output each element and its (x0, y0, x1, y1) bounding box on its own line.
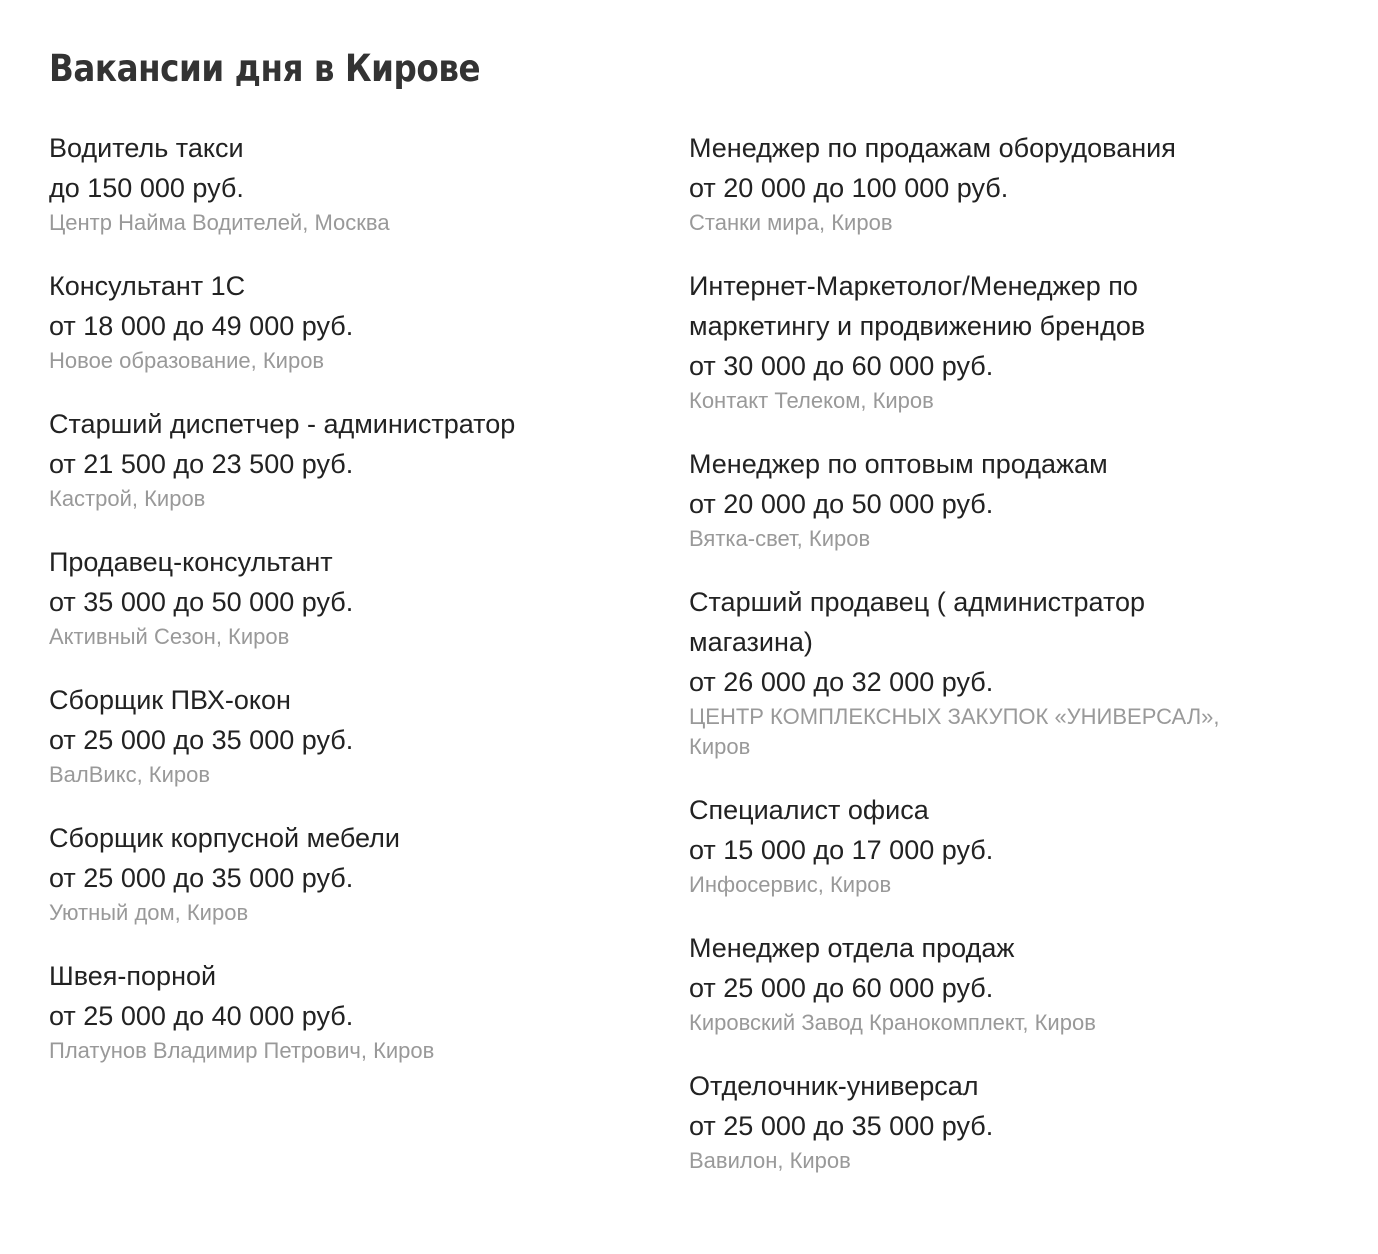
vacancy-title-link[interactable]: Интернет-Маркетолог/Менеджер по маркетингу и продвижению брендов (689, 271, 1146, 341)
vacancy-company: Уютный дом, Киров (49, 900, 249, 925)
vacancy-item (49, 818, 649, 928)
vacancies-widget (49, 44, 1349, 1173)
vacancy-company: Вавилон, Киров (689, 1148, 851, 1173)
vacancy-salary: от 25 000 до 60 000 руб. (689, 973, 994, 1003)
vacancy-item (49, 128, 649, 238)
vacancy-company: Контакт Телеком, Киров (689, 388, 934, 413)
vacancy-company: Активный Сезон, Киров (49, 624, 290, 649)
vacancy-item (49, 266, 649, 376)
vacancy-item (49, 956, 649, 1066)
vacancy-item (49, 542, 649, 652)
vacancy-title-link[interactable]: Сборщик корпусной мебели (49, 823, 400, 853)
vacancy-title-link[interactable]: Отделочник-универсал (689, 1071, 979, 1101)
vacancy-title-link[interactable]: Продавец-консультант (49, 547, 333, 577)
vacancy-salary: до 150 000 руб. (49, 173, 244, 203)
vacancy-salary: от 15 000 до 17 000 руб. (689, 835, 994, 865)
vacancy-column-left (49, 128, 649, 1094)
vacancy-item (689, 582, 1289, 762)
vacancy-title-link[interactable]: Специалист офиса (689, 795, 929, 825)
vacancy-company: ЦЕНТР КОМПЛЕКСНЫХ ЗАКУПОК «УНИВЕРСАЛ», Киров (689, 704, 1220, 759)
vacancy-item (49, 404, 649, 514)
vacancy-column-right (689, 128, 1289, 1204)
vacancy-title-link[interactable]: Старший диспетчер - администратор (49, 409, 516, 439)
vacancy-title-link[interactable]: Водитель такси (49, 133, 244, 163)
vacancy-salary: от 30 000 до 60 000 руб. (689, 351, 994, 381)
page-title: Вакансии дня в Кирове (49, 47, 481, 90)
vacancy-company: Новое образование, Киров (49, 348, 325, 373)
vacancy-item (689, 928, 1289, 1038)
vacancy-salary: от 25 000 до 35 000 руб. (689, 1111, 994, 1141)
vacancy-salary: от 26 000 до 32 000 руб. (689, 667, 994, 697)
vacancy-item (689, 444, 1289, 554)
vacancy-item (689, 266, 1289, 416)
vacancy-salary: от 25 000 до 40 000 руб. (49, 1001, 354, 1031)
vacancy-title-link[interactable]: Старший продавец ( администратор магазина) (689, 587, 1146, 657)
vacancy-title-link[interactable]: Консультант 1С (49, 271, 246, 301)
vacancy-company: Станки мира, Киров (689, 210, 893, 235)
vacancy-title-link[interactable]: Швея-порной (49, 961, 217, 991)
vacancy-item (689, 790, 1289, 900)
vacancy-company: Инфосервис, Киров (689, 872, 892, 897)
vacancy-title-link[interactable]: Сборщик ПВХ-окон (49, 685, 291, 715)
vacancy-item (49, 680, 649, 790)
vacancy-salary: от 25 000 до 35 000 руб. (49, 725, 354, 755)
vacancy-salary: от 18 000 до 49 000 руб. (49, 311, 354, 341)
vacancy-salary: от 21 500 до 23 500 руб. (49, 449, 354, 479)
vacancy-item (689, 1066, 1289, 1176)
vacancy-company: Центр Найма Водителей, Москва (49, 210, 390, 235)
vacancy-company: Платунов Владимир Петрович, Киров (49, 1038, 435, 1063)
vacancy-company: Кировский Завод Кранокомплект, Киров (689, 1010, 1096, 1035)
vacancy-company: Вятка-свет, Киров (689, 526, 871, 551)
vacancy-salary: от 20 000 до 100 000 руб. (689, 173, 1009, 203)
vacancy-company: Кастрой, Киров (49, 486, 206, 511)
vacancy-title-link[interactable]: Менеджер по оптовым продажам (689, 449, 1108, 479)
vacancy-title-link[interactable]: Менеджер отдела продаж (689, 933, 1015, 963)
vacancy-salary: от 20 000 до 50 000 руб. (689, 489, 994, 519)
vacancy-item (689, 128, 1289, 238)
vacancy-salary: от 35 000 до 50 000 руб. (49, 587, 354, 617)
vacancy-title-link[interactable]: Менеджер по продажам оборудования (689, 133, 1176, 163)
vacancy-salary: от 25 000 до 35 000 руб. (49, 863, 354, 893)
vacancy-company: ВалВикс, Киров (49, 762, 211, 787)
